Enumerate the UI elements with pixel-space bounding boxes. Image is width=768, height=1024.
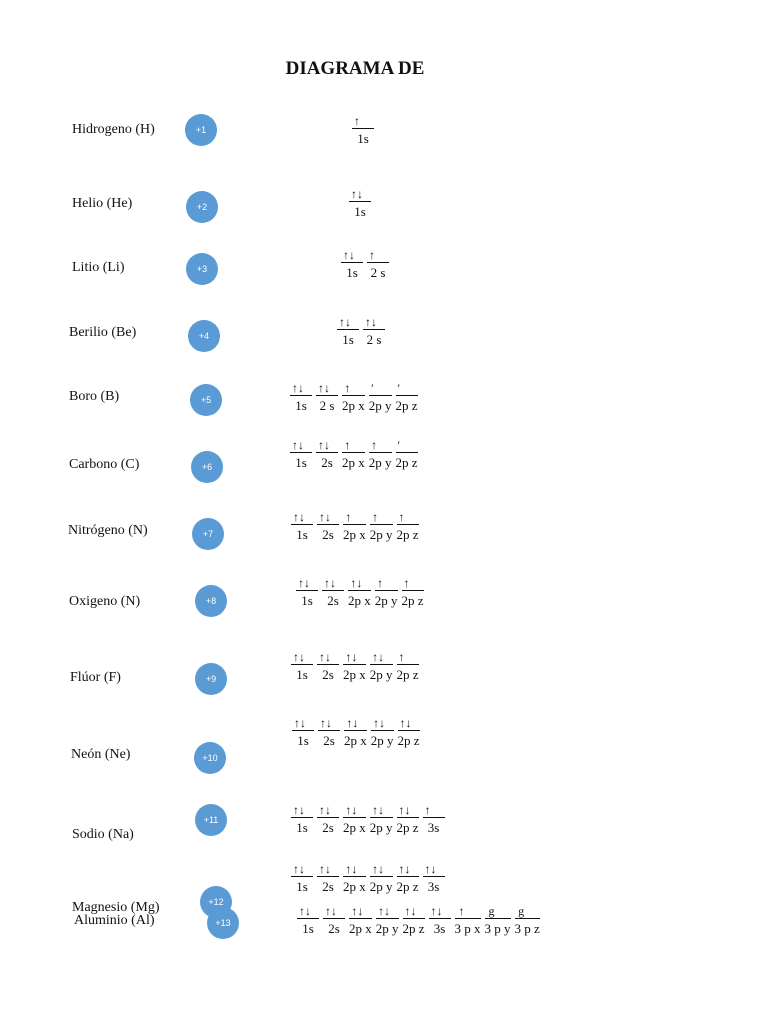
electron-arrows: ↑↓ bbox=[424, 862, 437, 876]
orbital-diagram bbox=[297, 904, 544, 937]
orbital-box bbox=[323, 904, 345, 937]
charge-badge: +10 bbox=[194, 742, 226, 774]
orbital-label: 2p x bbox=[344, 733, 367, 748]
electron-arrows: ↑↓ bbox=[324, 576, 336, 590]
orbital-label: 1s bbox=[296, 879, 308, 894]
orbital-box bbox=[423, 862, 445, 895]
charge-badge: +11 bbox=[195, 804, 227, 836]
orbital-box bbox=[423, 803, 445, 836]
orbital-label: 2s bbox=[322, 527, 334, 542]
orbital-diagram bbox=[352, 114, 378, 147]
orbital-box bbox=[349, 904, 372, 937]
orbital-label: 2p x bbox=[343, 667, 366, 682]
element-name: Sodio (Na) bbox=[72, 827, 134, 842]
orbital-box bbox=[317, 510, 339, 543]
charge-badge: +6 bbox=[191, 451, 223, 483]
orbital-label: 3 p x bbox=[454, 921, 481, 936]
element-name: Boro (B) bbox=[69, 389, 120, 404]
electron-arrows: g bbox=[518, 904, 525, 918]
electron-arrows: g bbox=[488, 904, 495, 918]
orbital-label: 2p y bbox=[369, 820, 393, 835]
orbital-box bbox=[370, 803, 393, 836]
orbital-label: 2p x bbox=[342, 398, 365, 413]
orbital-box bbox=[343, 650, 366, 683]
electron-arrows: ↑ bbox=[398, 510, 405, 524]
charge-badge: +3 bbox=[186, 253, 218, 285]
orbital-diagram bbox=[349, 187, 375, 220]
charge-badge: +7 bbox=[192, 518, 224, 550]
orbital-label: 2p x bbox=[343, 879, 366, 894]
electron-arrows: ↑ bbox=[403, 576, 410, 590]
orbital-box bbox=[455, 904, 481, 937]
electron-arrows: ↑↓ bbox=[345, 862, 358, 876]
orbital-box bbox=[316, 381, 338, 414]
electron-arrows: ↑ bbox=[344, 438, 351, 452]
orbital-label: 3 p z bbox=[514, 921, 540, 936]
electron-arrows: ↑↓ bbox=[319, 862, 331, 876]
orbital-box bbox=[397, 650, 419, 683]
orbital-box bbox=[363, 315, 385, 348]
orbital-box bbox=[317, 803, 339, 836]
orbital-box bbox=[343, 510, 366, 543]
electron-arrows: ↑↓ bbox=[319, 650, 331, 664]
orbital-label: 2p y bbox=[370, 733, 394, 748]
electron-arrows: ↑↓ bbox=[373, 716, 386, 730]
element-name: Nitrógeno (N) bbox=[68, 523, 148, 538]
orbital-box bbox=[397, 510, 419, 543]
orbital-diagram bbox=[291, 510, 423, 543]
electron-arrows: ↑ bbox=[458, 904, 465, 918]
electron-arrows: ↑↓ bbox=[319, 510, 331, 524]
orbital-label: 2p y bbox=[374, 593, 398, 608]
orbital-label: 1s bbox=[342, 332, 354, 347]
orbital-box bbox=[371, 716, 394, 749]
orbital-box bbox=[349, 187, 371, 220]
orbital-box bbox=[397, 803, 419, 836]
orbital-box bbox=[342, 381, 365, 414]
orbital-label: 2 s bbox=[319, 398, 335, 413]
electron-arrows: ↑↓ bbox=[430, 904, 443, 918]
orbital-label: 2p y bbox=[368, 455, 392, 470]
orbital-box bbox=[337, 315, 359, 348]
element-name: Flúor (F) bbox=[70, 670, 121, 685]
electron-arrows: ↑ bbox=[371, 438, 378, 452]
electron-arrows: ↑ bbox=[344, 381, 351, 395]
orbital-label: 1s bbox=[301, 593, 313, 608]
orbital-label: 2s bbox=[323, 733, 335, 748]
orbital-diagram bbox=[290, 381, 422, 414]
orbital-diagram bbox=[341, 248, 393, 281]
charge-badge: +2 bbox=[186, 191, 218, 223]
orbital-box bbox=[370, 510, 393, 543]
orbital-label: 1s bbox=[357, 131, 369, 146]
electron-arrows: ↑↓ bbox=[346, 716, 359, 730]
electron-arrows: ↑↓ bbox=[372, 862, 385, 876]
electron-arrows: ↑↓ bbox=[343, 248, 355, 262]
element-name: Neón (Ne) bbox=[71, 747, 131, 762]
orbital-label: 2 s bbox=[366, 332, 382, 347]
orbital-label: 2p x bbox=[349, 921, 372, 936]
electron-arrows: ↑↓ bbox=[351, 904, 364, 918]
orbital-diagram bbox=[296, 576, 428, 609]
charge-badge: +9 bbox=[195, 663, 227, 695]
charge-badge: +1 bbox=[185, 114, 217, 146]
orbital-label: 2p x bbox=[343, 527, 366, 542]
orbital-box bbox=[396, 438, 418, 471]
orbital-label: 3s bbox=[433, 921, 446, 936]
element-name: Litio (Li) bbox=[72, 260, 125, 275]
electron-arrows: ↑ bbox=[377, 576, 384, 590]
electron-arrows: ↑↓ bbox=[293, 803, 305, 817]
orbital-label: 1s bbox=[296, 527, 308, 542]
orbital-label: 2p x bbox=[342, 455, 365, 470]
electron-arrows: ↑ bbox=[369, 248, 375, 262]
orbital-box bbox=[370, 650, 393, 683]
orbital-box bbox=[375, 576, 398, 609]
orbital-diagram bbox=[292, 716, 424, 749]
orbital-label: 2p z bbox=[396, 879, 419, 894]
orbital-box bbox=[367, 248, 389, 281]
orbital-label: 2p y bbox=[369, 527, 393, 542]
orbital-box bbox=[296, 576, 318, 609]
orbital-label: 2s bbox=[328, 921, 340, 936]
orbital-label: 1s bbox=[296, 820, 308, 835]
element-name: Helio (He) bbox=[72, 196, 133, 211]
orbital-label: 1s bbox=[295, 398, 307, 413]
orbital-box bbox=[322, 576, 344, 609]
orbital-label: 2p z bbox=[402, 921, 425, 936]
orbital-box bbox=[344, 716, 367, 749]
orbital-label: 1s bbox=[297, 733, 309, 748]
orbital-label: 2s bbox=[322, 820, 334, 835]
orbital-label: 3s bbox=[427, 820, 440, 835]
electron-arrows: ↑ bbox=[398, 650, 405, 664]
orbital-box bbox=[370, 862, 393, 895]
orbital-label: 2 s bbox=[370, 265, 386, 280]
orbital-box bbox=[369, 381, 392, 414]
charge-badge: +8 bbox=[195, 585, 227, 617]
orbital-box bbox=[291, 510, 313, 543]
electron-arrows: ↑↓ bbox=[319, 803, 331, 817]
orbital-label: 2s bbox=[322, 879, 334, 894]
electron-arrows: ↑↓ bbox=[318, 381, 330, 395]
element-name: Carbono (C) bbox=[69, 457, 140, 472]
electron-arrows: ↑↓ bbox=[294, 716, 306, 730]
charge-badge: +5 bbox=[190, 384, 222, 416]
electron-arrows: ↑↓ bbox=[398, 862, 411, 876]
orbital-box bbox=[343, 862, 366, 895]
charge-badge: +4 bbox=[188, 320, 220, 352]
electron-arrows: ↑↓ bbox=[318, 438, 330, 452]
orbital-box bbox=[342, 438, 365, 471]
electron-arrows: ↑↓ bbox=[320, 716, 332, 730]
electron-arrows: ′ bbox=[397, 438, 401, 452]
electron-arrows: ↑ bbox=[345, 510, 352, 524]
orbital-label: 2s bbox=[321, 455, 333, 470]
electron-arrows: ↑↓ bbox=[351, 187, 363, 201]
orbital-box bbox=[376, 904, 399, 937]
page-title: DIAGRAMA DE bbox=[285, 58, 425, 79]
charge-badge: +13 bbox=[207, 907, 239, 939]
orbital-box bbox=[290, 438, 312, 471]
orbital-label: 2p z bbox=[396, 667, 419, 682]
orbital-box bbox=[398, 716, 420, 749]
electron-arrows: ↑↓ bbox=[399, 716, 412, 730]
orbital-label: 2p z bbox=[395, 455, 418, 470]
orbital-diagram bbox=[290, 438, 422, 471]
electron-arrows: ↑↓ bbox=[345, 650, 358, 664]
orbital-box bbox=[429, 904, 451, 937]
orbital-box bbox=[352, 114, 374, 147]
orbital-diagram bbox=[291, 803, 449, 836]
element-name: Oxigeno (N) bbox=[69, 594, 141, 609]
electron-arrows: ↑↓ bbox=[293, 510, 305, 524]
element-name: Berilio (Be) bbox=[69, 325, 137, 340]
orbital-box bbox=[397, 862, 419, 895]
orbital-box bbox=[317, 862, 339, 895]
orbital-label: 2p z bbox=[396, 820, 419, 835]
electron-arrows: ↑↓ bbox=[293, 650, 305, 664]
electron-arrows: ↑↓ bbox=[339, 315, 351, 329]
electron-arrows: ↑↓ bbox=[378, 904, 391, 918]
orbital-label: 2p y bbox=[368, 398, 392, 413]
electron-arrows: ↑↓ bbox=[299, 904, 311, 918]
orbital-box bbox=[291, 862, 313, 895]
electron-arrows: ′ bbox=[371, 381, 374, 395]
electron-arrows: ↑↓ bbox=[292, 381, 304, 395]
orbital-label: 3 p y bbox=[484, 921, 511, 936]
orbital-box bbox=[316, 438, 338, 471]
electron-arrows: ↑↓ bbox=[293, 862, 305, 876]
orbital-label: 2s bbox=[327, 593, 339, 608]
orbital-label: 2p y bbox=[369, 879, 393, 894]
orbital-label: 2p x bbox=[348, 593, 371, 608]
orbital-box bbox=[291, 650, 313, 683]
orbital-label: 1s bbox=[302, 921, 314, 936]
orbital-box bbox=[485, 904, 511, 937]
orbital-box bbox=[369, 438, 392, 471]
orbital-box bbox=[396, 381, 418, 414]
orbital-label: 2p z bbox=[397, 733, 420, 748]
electron-arrows: ↑↓ bbox=[372, 803, 385, 817]
orbital-label: 1s bbox=[354, 204, 366, 219]
orbital-label: 1s bbox=[295, 455, 307, 470]
orbital-label: 1s bbox=[296, 667, 308, 682]
electron-arrows: ↑↓ bbox=[325, 904, 337, 918]
orbital-box bbox=[515, 904, 540, 937]
element-name: Magnesio (Mg) bbox=[72, 900, 160, 915]
electron-arrows: ↑↓ bbox=[398, 803, 411, 817]
orbital-box bbox=[341, 248, 363, 281]
electron-arrows: ↑↓ bbox=[372, 650, 385, 664]
electron-arrows: ′ bbox=[397, 381, 401, 395]
electron-arrows: ↑↓ bbox=[298, 576, 310, 590]
orbital-label: 1s bbox=[346, 265, 358, 280]
orbital-box bbox=[402, 576, 424, 609]
orbital-label: 2p y bbox=[369, 667, 393, 682]
electron-arrows: ↑ bbox=[354, 114, 360, 128]
orbital-box bbox=[297, 904, 319, 937]
orbital-box bbox=[403, 904, 425, 937]
orbital-box bbox=[318, 716, 340, 749]
element-name: Hidrogeno (H) bbox=[72, 122, 155, 137]
charge-badge: +12 bbox=[200, 886, 232, 918]
orbital-box bbox=[291, 803, 313, 836]
electron-arrows: ↑↓ bbox=[404, 904, 417, 918]
element-name: Aluminio (Al) bbox=[74, 913, 155, 928]
electron-arrows: ↑↓ bbox=[292, 438, 304, 452]
orbital-diagram bbox=[291, 862, 449, 895]
orbital-label: 2p x bbox=[343, 820, 366, 835]
orbital-diagram bbox=[337, 315, 389, 348]
electron-arrows: ↑ bbox=[372, 510, 379, 524]
electron-arrows: ↑↓ bbox=[345, 803, 358, 817]
orbital-label: 2p y bbox=[375, 921, 399, 936]
orbital-label: 2p z bbox=[396, 527, 419, 542]
orbital-box bbox=[292, 716, 314, 749]
electron-arrows: ↑↓ bbox=[350, 576, 363, 590]
orbital-diagram bbox=[291, 650, 423, 683]
electron-arrows: ↑ bbox=[424, 803, 431, 817]
orbital-box bbox=[290, 381, 312, 414]
orbital-label: 2p z bbox=[395, 398, 418, 413]
orbital-box bbox=[343, 803, 366, 836]
orbital-label: 2p z bbox=[401, 593, 424, 608]
orbital-label: 3s bbox=[427, 879, 440, 894]
orbital-box bbox=[348, 576, 371, 609]
electron-arrows: ↑↓ bbox=[365, 315, 377, 329]
orbital-box bbox=[317, 650, 339, 683]
orbital-label: 2s bbox=[322, 667, 334, 682]
